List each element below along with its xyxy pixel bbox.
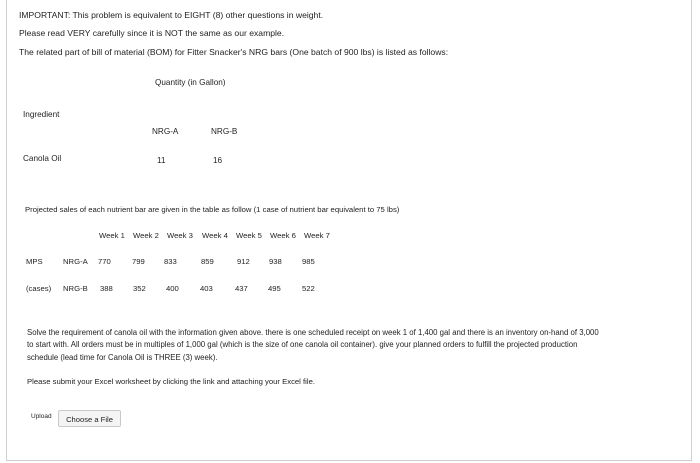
upload-label: Upload [31, 413, 52, 420]
read-carefully-note: Please read VERY carefully since it is NOT the same as our example. [19, 28, 285, 38]
nrg-b-week-7: 522 [302, 284, 315, 293]
nrg-b-week-5: 437 [235, 284, 248, 293]
bom-value-nrg-b: 16 [213, 156, 223, 165]
week-header-3: Week 3 [167, 231, 193, 240]
submit-note: Please submit your Excel worksheet by clicking the link and attaching your Excel file. [27, 377, 315, 386]
product-nrg-b: NRG-B [63, 284, 88, 293]
bom-intro: The related part of bill of material (BOM) for Fitter Snacker's NRG bars (One batch of 900 lbs) is listed as follows: [19, 47, 449, 57]
nrg-b-week-2: 352 [133, 284, 146, 293]
bom-ingredient-canola-oil: Canola Oil [23, 154, 62, 163]
instructions: Solve the requirement of canola oil with the information given above. there is one scheduled receipt on week 1 of 1,400 gal and there is an inventory on-hand of 3,000 to start with. All orders must be in multiples of 1,000 gal (which is the size of one canola oil container). give your planned orders to fulfill the projected production schedule (lead time for Canola Oil is THREE (3) week). [27, 328, 599, 362]
week-header-4: Week 4 [202, 231, 228, 240]
week-header-2: Week 2 [133, 231, 159, 240]
nrg-a-week-2: 799 [132, 257, 145, 266]
bom-column-nrg-a: NRG-A [152, 127, 179, 136]
cases-label: (cases) [26, 284, 52, 293]
nrg-b-week-3: 400 [166, 284, 179, 293]
bom-value-nrg-a: 11 [157, 156, 166, 165]
nrg-b-week-4: 403 [200, 284, 213, 293]
nrg-a-week-3: 833 [164, 257, 177, 266]
product-nrg-a: NRG-A [63, 257, 88, 266]
nrg-a-week-6: 938 [269, 257, 282, 266]
week-header-7: Week 7 [304, 231, 330, 240]
bom-column-nrg-b: NRG-B [211, 127, 238, 136]
nrg-b-week-1: 388 [100, 284, 113, 293]
nrg-a-week-1: 770 [98, 257, 111, 266]
important-note: IMPORTANT: This problem is equivalent to EIGHT (8) other questions in weight. [19, 10, 324, 20]
week-header-5: Week 5 [236, 231, 262, 240]
quantity-header: Quantity (in Gallon) [155, 78, 226, 87]
mps-label: MPS [26, 257, 43, 266]
choose-file-button[interactable]: Choose a File [58, 410, 121, 427]
nrg-a-week-4: 859 [201, 257, 214, 266]
week-header-6: Week 6 [270, 231, 296, 240]
nrg-a-week-7: 985 [302, 257, 315, 266]
nrg-b-week-6: 495 [268, 284, 281, 293]
ingredient-header: Ingredient [23, 110, 60, 119]
week-header-1: Week 1 [99, 231, 125, 240]
nrg-a-week-5: 912 [237, 257, 250, 266]
sales-intro: Projected sales of each nutrient bar are given in the table as follow (1 case of nutrient bar equivalent to 75 lbs) [25, 205, 400, 214]
